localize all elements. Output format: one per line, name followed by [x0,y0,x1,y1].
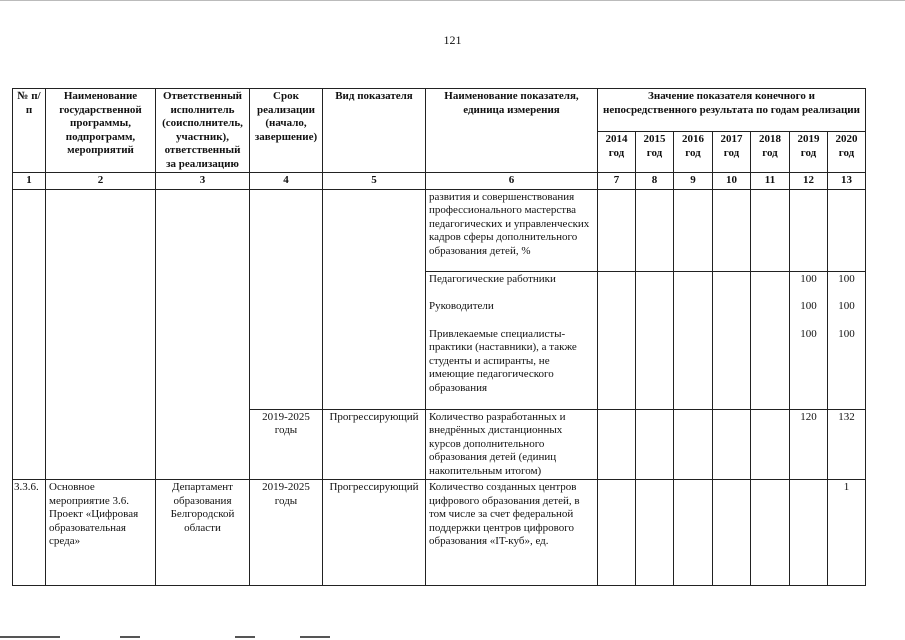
table-row [13,480,866,586]
value-2020: 100 [838,272,855,285]
value-2019-list [790,271,828,409]
indicator-name: развития и совершенствования профессионального мастерства педагогических и управленческих кадров сферы дополнительного образования детей, % [426,189,598,271]
value-2020: 132 [828,409,866,480]
header-year: 2017 год [713,132,751,173]
header-program-name: Наименование государственной программы, подпрограмм, мероприятий [46,89,156,173]
value-2020: 100 [838,327,855,340]
program-name: Основное мероприятие 3.6. Проект «Цифровая образовательная среда» [46,480,156,586]
header-number: № п/п [13,89,46,173]
indicator-sub-list [426,271,598,409]
column-number: 9 [674,173,713,190]
item-number: 3.3.6. [13,480,46,586]
value-2019: 100 [800,300,817,312]
sub-indicator-specialists: Привлекаемые специалисты-практики (наставники), а также студенты и аспиранты, не имеющие педагогического образования [429,327,577,394]
column-number: 8 [636,173,674,190]
column-number: 2 [46,173,156,190]
value-2020-list [828,271,866,409]
scan-mark [0,0,905,1]
column-number: 4 [250,173,323,190]
column-number: 7 [598,173,636,190]
value-2020: 1 [828,480,866,586]
header-executor: Ответственный исполнитель (соисполнитель, участник), ответственный за реализацию [156,89,250,173]
value-2019: 100 [800,272,817,285]
header-indicator-name: Наименование показателя, единица измерения [426,89,598,173]
header-values-group: Значение показателя конечного и непосредственного результата по годам реализации [598,89,866,132]
scan-mark [300,636,330,638]
indicator-name: Количество разработанных и внедрённых дистанционных курсов дополнительного образования детей (единиц накопительным итогом) [426,409,598,480]
executor: Департамент образования Белгородской области [156,480,250,586]
indicators-table [12,88,866,586]
period: 2019-2025 годы [250,480,323,586]
value-2020: 100 [838,300,855,312]
table-row [13,189,866,271]
scan-mark [235,636,255,638]
column-number: 5 [323,173,426,190]
indicator-type: Прогрессирующий [323,480,426,586]
header-period: Срок реализации (начало, завершение) [250,89,323,173]
header-year: 2020 год [828,132,866,173]
column-number: 3 [156,173,250,190]
value-2019: 120 [790,409,828,480]
sub-indicator-teachers: Педагогические работники [429,272,556,285]
page-number: 121 [443,33,462,47]
indicator-name: Количество созданных центров цифрового образования детей, в том числе за счет федеральной поддержки центров цифрового образования «IT-куб», ед. [426,480,598,586]
column-number: 6 [426,173,598,190]
sub-indicator-managers: Руководители [429,300,494,312]
period: 2019-2025 годы [250,409,323,480]
value-2019: 100 [800,327,817,340]
scan-mark [0,636,60,638]
header-year: 2016 год [674,132,713,173]
header-year: 2018 год [751,132,790,173]
indicator-type: Прогрессирующий [323,409,426,480]
header-year: 2015 год [636,132,674,173]
column-number: 12 [790,173,828,190]
header-year: 2019 год [790,132,828,173]
column-number: 1 [13,173,46,190]
header-year: 2014 год [598,132,636,173]
header-indicator-type: Вид показателя [323,89,426,173]
column-number: 13 [828,173,866,190]
column-number: 11 [751,173,790,190]
column-number: 10 [713,173,751,190]
scan-mark [120,636,140,638]
